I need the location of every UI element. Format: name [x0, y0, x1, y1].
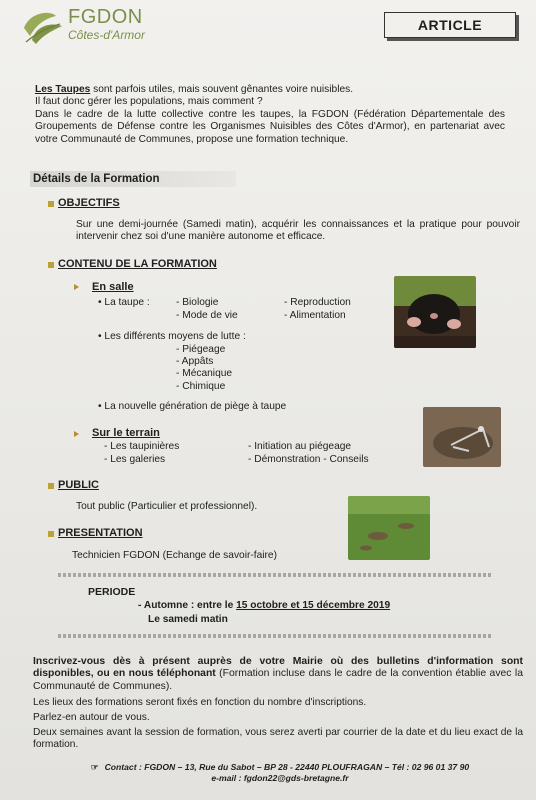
- square-bullet-icon: [48, 262, 54, 268]
- contact-line: Contact : FGDON – 13, Rue du Sabot – BP 28 - 22440 PLOUFRAGAN – Tél : 02 96 01 37 90: [104, 762, 470, 772]
- deux-semaines-text: Deux semaines avant la session de formation, vous serez averti par courrier de la date et du lieu exact de la formation.: [33, 727, 523, 751]
- intro-line-2: Il faut donc gérer les populations, mais comment ?: [35, 96, 263, 108]
- moyens-item: - Chimique: [176, 381, 226, 392]
- periode-line-1: [138, 600, 390, 612]
- dashed-separator: [58, 634, 492, 638]
- terrain-item: - Les taupinières: [104, 441, 180, 452]
- presentation-heading: PRESENTATION: [58, 527, 143, 539]
- article-badge: ARTICLE: [384, 12, 516, 38]
- public-text: Tout public (Particulier et professionnel).: [76, 501, 258, 512]
- moyens-item: - Mécanique: [176, 368, 233, 379]
- periode-dates: 15 octobre et 15 décembre 2019: [236, 600, 391, 611]
- sur-le-terrain-heading: Sur le terrain: [92, 427, 160, 439]
- dashed-separator: [58, 573, 492, 577]
- la-taupe-label: • La taupe :: [98, 297, 150, 308]
- inscription-paragraph: [33, 656, 523, 693]
- fgdon-logo: [20, 6, 170, 46]
- intro-lead-rest: sont parfois utiles, mais souvent gênantes voire nuisibles.: [90, 84, 354, 95]
- lieux-text: Les lieux des formations seront fixés en fonction du nombre d'inscriptions.: [33, 697, 367, 708]
- objectifs-heading: OBJECTIFS: [58, 197, 120, 209]
- objectifs-text: Sur une demi-journée (Samedi matin), acquérir les connaissances et la pratique pour pouvoir intervenir chez soi d'une manière autonome et efficace.: [76, 219, 520, 243]
- mole-photo: [394, 276, 476, 348]
- contact-block: [60, 762, 500, 784]
- nouvelle-generation: • La nouvelle génération de piège à taupe: [98, 401, 287, 412]
- moyens-item: - Piégeage: [176, 344, 226, 355]
- details-section-title: Détails de la Formation: [30, 171, 236, 187]
- field-photo: [348, 496, 430, 560]
- taupe-item: - Biologie: [176, 297, 219, 308]
- intro-lead: Les Taupes: [35, 84, 91, 95]
- periode-prefix: - Automne : entre le: [138, 600, 237, 611]
- parlez-text: Parlez-en autour de vous.: [33, 712, 150, 723]
- triangle-bullet-icon: [74, 284, 79, 290]
- terrain-item: - Initiation au piégeage: [248, 441, 352, 452]
- email-line: e-mail : fgdon22@gds-bretagne.fr: [211, 773, 349, 783]
- taupe-item: - Reproduction: [284, 297, 351, 308]
- en-salle-heading: En salle: [92, 281, 134, 293]
- inscription-bold: Inscrivez-vous dès à présent auprès de votre Mairie où des bulletins d'information sont disponibles, ou en nous téléphonant: [33, 656, 523, 680]
- taupe-item: - Mode de vie: [176, 310, 238, 321]
- inscription-rest: (Formation incluse dans le cadre de la convention établie avec la Communauté de Communes).: [33, 668, 523, 692]
- trap-photo: [423, 407, 501, 467]
- square-bullet-icon: [48, 531, 54, 537]
- moyens-label: • Les différents moyens de lutte :: [98, 331, 246, 342]
- taupe-item: - Alimentation: [284, 310, 346, 321]
- square-bullet-icon: [48, 201, 54, 207]
- intro-line-3: Dans le cadre de la lutte collective contre les taupes, la FGDON (Fédération Départementale des Groupements de Défense contre les Organismes Nuisibles des Côtes d'Armor), en partenariat avec votre Communauté de Communes, propose une formation technique.: [35, 108, 505, 145]
- leaf-logo-icon: [20, 6, 66, 46]
- triangle-bullet-icon: [74, 431, 79, 437]
- logo-name: FGDON: [68, 6, 143, 28]
- pointing-hand-icon: ☞: [90, 762, 99, 772]
- presentation-text: Technicien FGDON (Echange de savoir-faire): [72, 550, 277, 561]
- intro-paragraph: [35, 84, 505, 146]
- square-bullet-icon: [48, 483, 54, 489]
- periode-heading: PERIODE: [88, 586, 136, 598]
- logo-subtitle: Côtes-d'Armor: [68, 28, 145, 42]
- terrain-item: - Les galeries: [104, 454, 166, 465]
- periode-line-2: Le samedi matin: [148, 614, 228, 625]
- public-heading: PUBLIC: [58, 479, 99, 491]
- terrain-item: - Démonstration - Conseils: [248, 454, 369, 465]
- moyens-item: - Appâts: [176, 356, 214, 367]
- contenu-heading: CONTENU DE LA FORMATION: [58, 258, 217, 270]
